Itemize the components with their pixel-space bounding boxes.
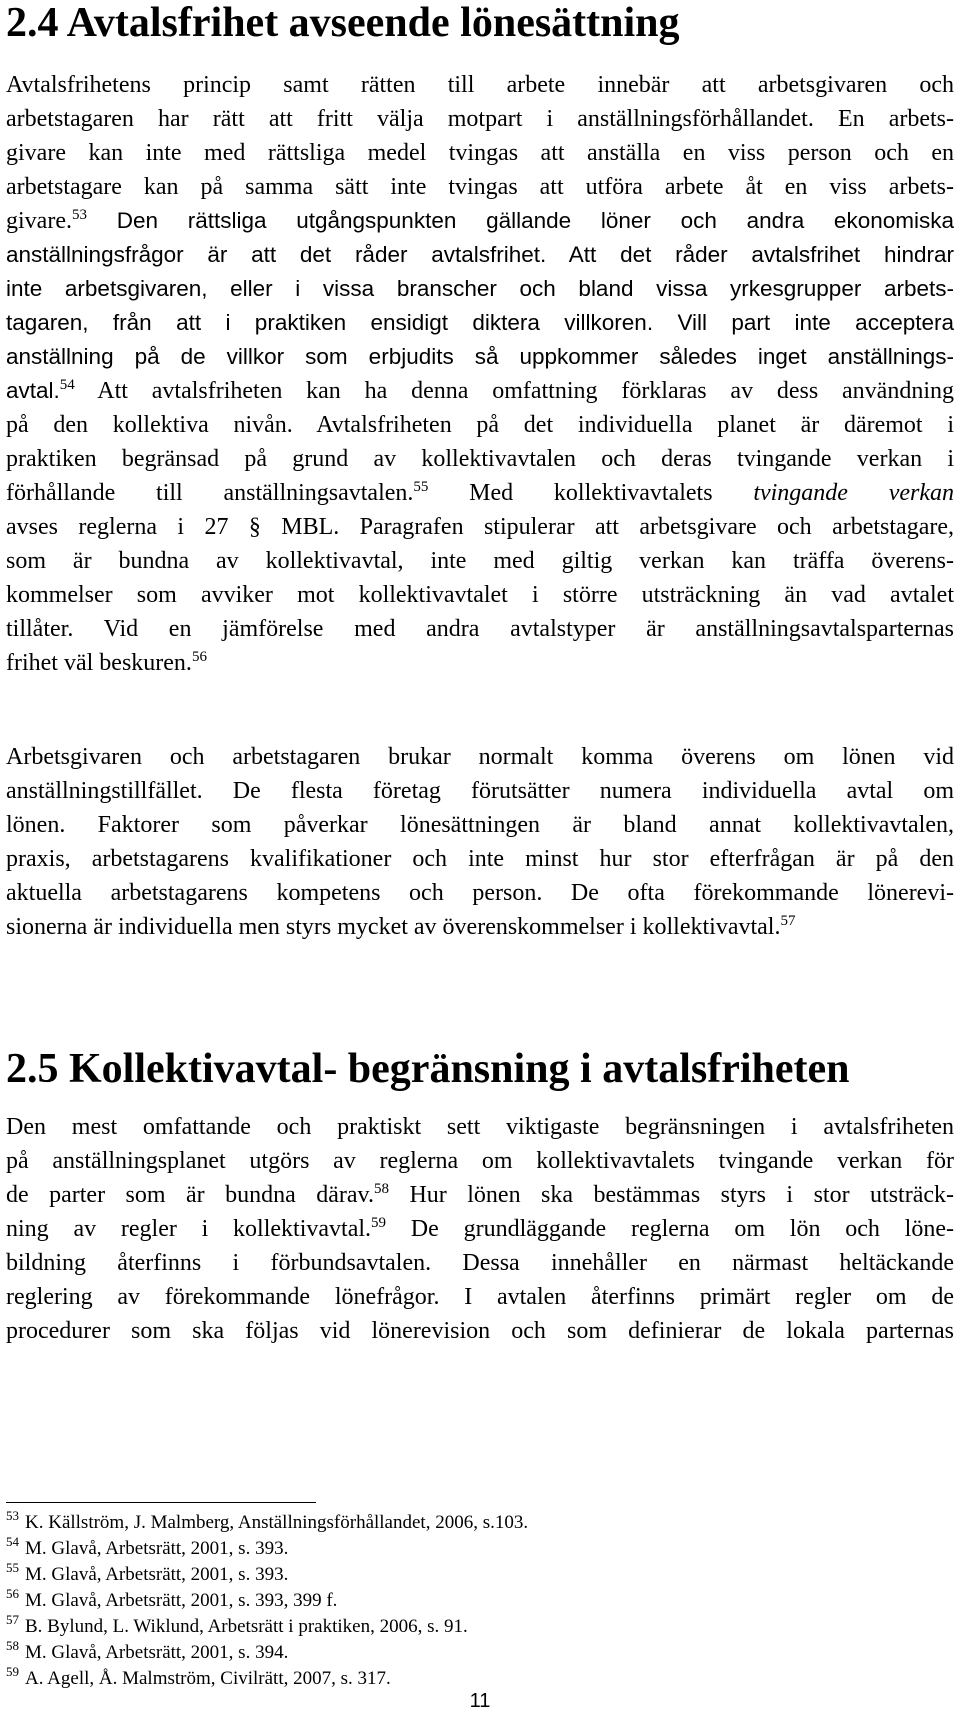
text-line: praxis, arbetstagarens kvalifikationer och inte minst hur stor efterfrågan är på den xyxy=(6,846,954,872)
footnote-text: B. Bylund, L. Wiklund, Arbetsrätt i praktiken, 2006, s. 91. xyxy=(25,1616,468,1637)
footnote-ref-53[interactable]: 53 xyxy=(71,207,87,223)
text-line: avses reglerna i 27 § MBL. Paragrafen stipulerar att arbetsgivare och arbetstagare, xyxy=(6,514,954,540)
footnote-text: A. Agell, Å. Malmström, Civilrätt, 2007, s. 317. xyxy=(25,1668,391,1689)
text-line: praktiken begränsad på grund av kollektivavtalen och deras tvingande verkan i xyxy=(6,446,954,472)
footnote xyxy=(6,1536,528,1562)
text-line: reglering av förekommande lönefrågor. I avtalen återfinns primärt regler om de xyxy=(6,1284,954,1310)
footnote-number: 59 xyxy=(6,1664,19,1679)
footnote-number: 56 xyxy=(6,1586,19,1601)
footnote-ref-55[interactable]: 55 xyxy=(413,479,429,495)
footnote-text: M. Glavå, Arbetsrätt, 2001, s. 394. xyxy=(25,1642,289,1663)
footnote-number: 54 xyxy=(6,1534,19,1549)
footnote-ref-58[interactable]: 58 xyxy=(374,1181,389,1197)
text-fragment: anställningsfrågor är att det råder avtalsfrihet. xyxy=(6,242,547,267)
text-line xyxy=(6,1178,954,1212)
footnote-ref-54[interactable]: 54 xyxy=(59,377,75,393)
text-line xyxy=(6,374,954,408)
text-line: kommelser som avviker mot kollektivavtalet i större utsträckning än vad avtalet xyxy=(6,582,954,608)
text-line: anställning på de villkor som erbjudits så uppkommer således inget anställnings- xyxy=(6,344,954,369)
section-heading-2-4: 2.4 Avtalsfrihet avseende lönesättning xyxy=(6,0,680,46)
footnote-text: M. Glavå, Arbetsrätt, 2001, s. 393. xyxy=(25,1564,289,1585)
footnote-ref-57[interactable]: 57 xyxy=(780,913,796,929)
text-line: lönen. Faktorer som påverkar lönesättningen är bland annat kollektivavtalen, xyxy=(6,812,954,838)
text-line xyxy=(6,1212,954,1246)
text-fragment: Att avtalsfriheten kan ha denna omfattning förklaras av dess användning xyxy=(74,378,954,404)
text-line: aktuella arbetstagarens kompetens och person. De ofta förekommande lönerevi- xyxy=(6,880,954,906)
footnotes xyxy=(6,1510,528,1692)
footnote xyxy=(6,1640,528,1666)
text-line: Den mest omfattande och praktiskt sett viktigaste begränsningen i avtalsfriheten xyxy=(6,1114,954,1140)
text-line: tillåter. Vid en jämförelse med andra avtalstyper är anställningsavtalsparternas xyxy=(6,616,954,642)
footnote-number: 53 xyxy=(6,1508,19,1523)
footnote-ref-56[interactable]: 56 xyxy=(191,649,207,665)
text-line: inte arbetsgivaren, eller i vissa branscher och bland vissa yrkesgrupper arbets- xyxy=(6,276,954,301)
text-fragment: frihet väl beskuren. xyxy=(6,650,192,676)
text-fragment: ning av regler i kollektivavtal. xyxy=(6,1216,372,1242)
text-line: Avtalsfrihetens princip samt rätten till arbete innebär att arbetsgivaren och xyxy=(6,72,954,98)
footnote-ref-59[interactable]: 59 xyxy=(371,1215,387,1231)
text-fragment: Att det råder avtalsfrihet hindrar xyxy=(546,242,954,267)
footnote-number: 57 xyxy=(6,1612,19,1627)
text-line: anställningstillfället. De flesta företag förutsätter numera individuella avtal om xyxy=(6,778,954,804)
footnote-separator xyxy=(6,1502,316,1503)
text-fragment: tagaren, från att i praktiken ensidigt diktera villkoren. xyxy=(6,310,654,335)
text-line xyxy=(6,476,954,510)
text-line xyxy=(6,306,954,340)
text-line xyxy=(6,204,954,238)
footnote xyxy=(6,1510,528,1536)
text-fragment: de parter som är bundna därav. xyxy=(6,1182,374,1208)
text-fragment: givare. xyxy=(6,208,72,234)
text-fragment: förhållande till anställningsavtalen. xyxy=(6,480,414,506)
text-line xyxy=(6,646,954,680)
italic-text: tvingande verkan xyxy=(753,480,955,506)
text-line: arbetstagare kan på samma sätt inte tvingas att utföra arbete åt en viss arbets- xyxy=(6,174,954,200)
text-fragment: sionerna är individuella men styrs mycket av överenskommelser i kollektivavtal. xyxy=(6,914,781,940)
text-line: givare kan inte med rättsliga medel tvingas att anställa en viss person och en xyxy=(6,140,954,166)
text-line: som är bundna av kollektivavtal, inte med giltig verkan kan träffa överens- xyxy=(6,548,954,574)
footnote-number: 58 xyxy=(6,1638,19,1653)
text-line: procedurer som ska följas vid lönerevision och som definierar de lokala parternas xyxy=(6,1318,954,1344)
section-heading-2-5: 2.5 Kollektivavtal- begränsning i avtalsfriheten xyxy=(6,1046,850,1092)
page-number: 11 xyxy=(469,1690,491,1712)
paragraph-3 xyxy=(6,1110,954,1348)
footnote xyxy=(6,1666,528,1692)
text-line: på den kollektiva nivån. Avtalsfriheten på det individuella planet är däremot i xyxy=(6,412,954,438)
footnote-number: 55 xyxy=(6,1560,19,1575)
text-fragment: avtal. xyxy=(6,378,60,403)
text-line xyxy=(6,910,954,944)
text-fragment: Hur lönen ska bestämmas styrs i stor utsträck- xyxy=(389,1182,954,1208)
paragraph-2 xyxy=(6,740,954,944)
paragraph-1 xyxy=(6,68,954,680)
text-fragment: Den rättsliga utgångspunkten gällande löner och andra ekonomiska xyxy=(86,208,954,233)
text-line: bildning återfinns i förbundsavtalen. Dessa innehåller en närmast heltäckande xyxy=(6,1250,954,1276)
text-fragment: Vill part inte acceptera xyxy=(653,310,954,335)
text-line: arbetstagaren har rätt att fritt välja motpart i anställningsförhållandet. En arbets- xyxy=(6,106,954,132)
text-line xyxy=(6,238,954,272)
text-fragment: Med kollektivavtalets xyxy=(428,480,754,506)
text-fragment: De grundläggande reglerna om lön och löne- xyxy=(386,1216,954,1242)
footnote xyxy=(6,1588,528,1614)
footnote-text: M. Glavå, Arbetsrätt, 2001, s. 393, 399 f. xyxy=(25,1590,338,1611)
footnote xyxy=(6,1614,528,1640)
footnote-text: K. Källström, J. Malmberg, Anställningsförhållandet, 2006, s.103. xyxy=(25,1512,529,1533)
footnote xyxy=(6,1562,528,1588)
text-line: på anställningsplanet utgörs av reglerna om kollektivavtalets tvingande verkan för xyxy=(6,1148,954,1174)
text-line: Arbetsgivaren och arbetstagaren brukar normalt komma överens om lönen vid xyxy=(6,744,954,770)
footnote-text: M. Glavå, Arbetsrätt, 2001, s. 393. xyxy=(25,1538,289,1559)
